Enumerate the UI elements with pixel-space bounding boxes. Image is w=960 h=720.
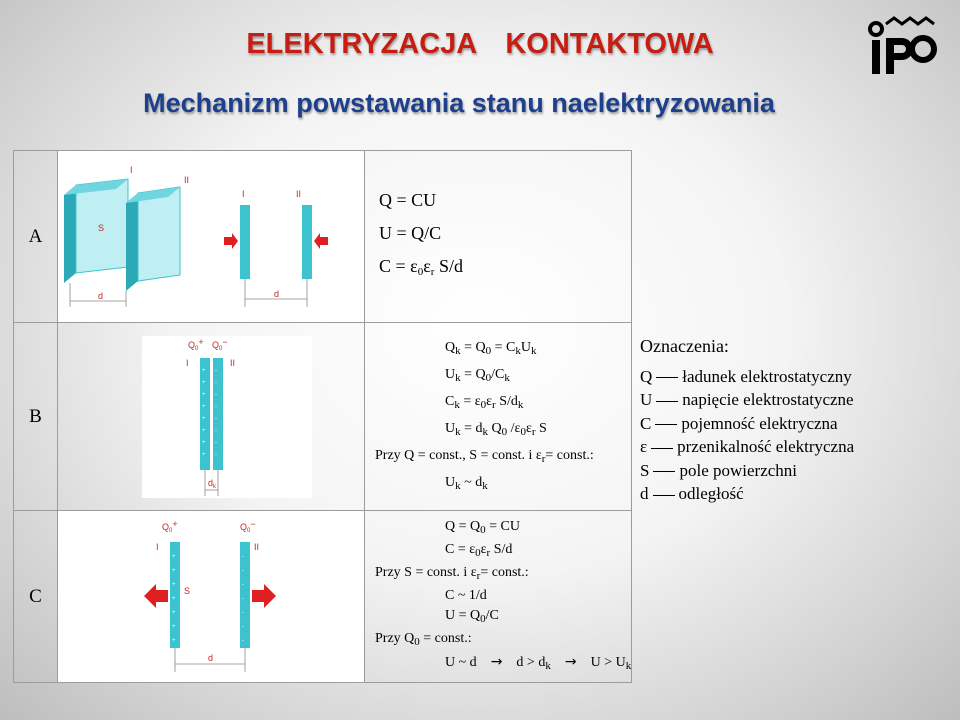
formula-b-3: $C_k = \varepsilon_0\varepsilon_r$ $S/d_k$	[445, 393, 524, 411]
svg-text:+: +	[202, 439, 206, 446]
plate-ii-flat	[302, 205, 312, 279]
svg-text:-: -	[242, 610, 244, 616]
page-title	[0, 28, 960, 61]
row-b-figure-cell	[58, 323, 365, 511]
row-a-figure-cell	[58, 151, 365, 323]
svg-text:-: -	[242, 582, 244, 588]
fig-a2-label-d: d	[274, 289, 280, 299]
formula-c-4: C ~ 1/d	[445, 588, 487, 603]
svg-text:+: +	[172, 610, 176, 616]
formula-c-6: Przy $Q_0$ = const.:	[375, 631, 472, 648]
formula-b-1: $Q_k = Q_0 = C_kU_k$	[445, 339, 537, 357]
formula-b-5: Przy Q = const., S = const. i $\varepsilon_r=$ const.:	[375, 447, 594, 465]
legend-heading: Oznaczenia:	[640, 336, 729, 356]
formula-b-6: $U_k$ ~ $d_k$	[445, 474, 488, 492]
fig-c-label-i: I	[156, 542, 159, 552]
legend-item: Q ładunek elektrostatyczny	[640, 366, 852, 386]
ipo-logo-icon	[866, 14, 938, 76]
fig-b-label-i: I	[186, 357, 189, 368]
plate-i-flat	[240, 205, 250, 279]
formula-b-2: $U_k = Q_0/C_k$	[445, 366, 510, 384]
fig-a-label-i: I	[130, 165, 133, 175]
formula-c-7: U ~ $d \to d > d_k \to U > U_k$	[445, 654, 632, 672]
legend-item: C pojemność elektryczna	[640, 413, 838, 433]
legend	[640, 335, 854, 506]
svg-text:+: +	[172, 596, 176, 602]
svg-text:-: -	[242, 596, 244, 602]
plate-ii-side	[126, 193, 138, 291]
svg-text:-: -	[215, 367, 217, 374]
legend-item: S pole powierzchni	[640, 460, 798, 480]
svg-text:-: -	[215, 379, 217, 386]
row-a-formulas	[365, 151, 632, 323]
formula-a-3: $C = \varepsilon_0\varepsilon_r$ S/d	[379, 256, 463, 278]
plate-ii-face	[138, 187, 180, 281]
svg-text:+: +	[202, 415, 206, 422]
fig-a-label-s: S	[98, 223, 105, 233]
arrow-left-icon	[314, 233, 328, 249]
arrow-right-out-icon	[252, 584, 276, 608]
page-subtitle: Mechanizm powstawania stanu naelektryzowania	[143, 88, 775, 118]
svg-text:+: +	[172, 568, 176, 574]
fig-a2-label-ii: II	[296, 189, 302, 199]
arrow-right-icon	[224, 233, 238, 249]
svg-text:-: -	[215, 403, 217, 410]
plates-figure-b	[142, 336, 312, 498]
formula-c-3: Przy S = const. i $\varepsilon_r=$ const.:	[375, 565, 529, 582]
row-a	[14, 151, 632, 323]
fig-a2-label-i: I	[242, 189, 245, 199]
formula-a-1: Q = CU	[379, 190, 437, 210]
svg-text:-: -	[242, 554, 244, 560]
svg-text:+: +	[172, 624, 176, 630]
implies-arrow-icon: →	[490, 654, 503, 670]
row-b	[14, 323, 632, 511]
svg-text:-: -	[215, 439, 217, 446]
formula-c-1: $Q = Q_0$ = CU	[445, 519, 520, 536]
fig-c-label-ii: II	[254, 542, 260, 552]
formula-c-2: $C = \varepsilon_0\varepsilon_r$ S/d	[445, 542, 513, 559]
row-b-label: B	[14, 323, 58, 511]
legend-item: d odległość	[640, 484, 744, 503]
svg-text:+: +	[202, 379, 206, 386]
svg-text:-: -	[242, 568, 244, 574]
fig-c-label-d: d	[208, 653, 214, 663]
svg-text:+: +	[172, 638, 176, 644]
svg-text:+: +	[202, 451, 206, 458]
fig-b-label-dk: $d_k$	[208, 477, 217, 490]
title-part-1: ELEKTRYZACJA	[246, 28, 478, 60]
fig-c-label-s: S	[184, 586, 191, 596]
svg-text:-: -	[215, 391, 217, 398]
formula-c-5: $U = Q_0/C$	[445, 608, 499, 625]
fig-c-charge-minus: $Q_0-$	[240, 519, 256, 534]
fig-a-label-d: d	[98, 291, 104, 301]
svg-text:+: +	[172, 554, 176, 560]
svg-text:+: +	[172, 582, 176, 588]
svg-text:-: -	[215, 451, 217, 458]
svg-text:+: +	[202, 403, 206, 410]
arrow-left-out-icon	[144, 584, 168, 608]
fig-b-charge-plus: $Q_0+$	[188, 336, 204, 352]
row-b-formulas	[365, 323, 632, 511]
row-a-label: A	[14, 151, 58, 323]
row-c-label: C	[14, 511, 58, 683]
legend-item: ε przenikalność elektryczna	[640, 437, 855, 456]
implies-arrow-icon: →	[564, 654, 577, 670]
row-c-formulas	[365, 511, 632, 683]
row-c-figure-cell	[58, 511, 365, 683]
fig-b-charge-minus: $Q_0-$	[212, 336, 228, 352]
plates-figure-a	[58, 159, 358, 309]
fig-b-label-ii: II	[230, 357, 236, 368]
fig-a-label-ii: II	[184, 175, 190, 185]
formula-a-2: U = Q/C	[379, 223, 442, 243]
svg-text:+: +	[202, 367, 206, 374]
plates-figure-c	[58, 514, 358, 674]
row-c	[14, 511, 632, 683]
fig-c-charge-plus: $Q_0+$	[162, 519, 178, 534]
title-part-2: KONTAKTOWA	[505, 28, 714, 60]
diagram-table	[13, 150, 632, 683]
formula-b-4: $U_k = d_k$ $Q_0$ $/\varepsilon_0\varepsilon_r$ S	[445, 420, 547, 438]
svg-text:-: -	[242, 638, 244, 644]
svg-text:+: +	[202, 427, 206, 434]
plate-i-side	[64, 185, 76, 283]
legend-item: U napięcie elektrostatyczne	[640, 390, 854, 409]
svg-text:+: +	[202, 391, 206, 398]
svg-text:-: -	[215, 427, 217, 434]
svg-text:-: -	[215, 415, 217, 422]
svg-text:-: -	[242, 624, 244, 630]
